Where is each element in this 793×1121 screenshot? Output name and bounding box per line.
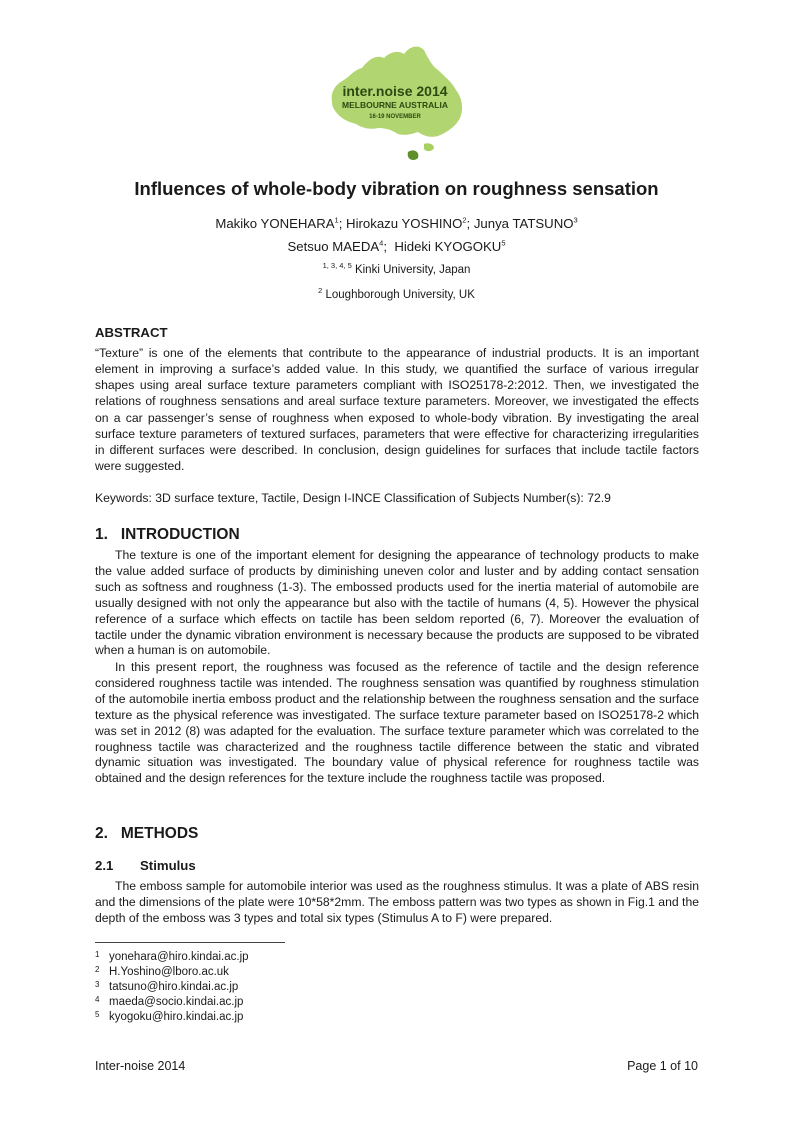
paper-title: Influences of whole-body vibration on roughness sensation — [134, 178, 659, 199]
footnote-divider — [95, 942, 285, 943]
author-sup: 2 — [462, 215, 467, 225]
authors-line-1 — [0, 216, 793, 231]
footnote — [95, 965, 229, 980]
author-name: Hideki KYOGOKU — [394, 239, 502, 254]
footnote-mark: 5 — [95, 1010, 100, 1019]
author-name: Hirokazu YOSHINO — [346, 216, 463, 231]
methods-paragraph-1: The emboss sample for automobile interior was used as the roughness stimulus. It was a plate of ABS resin and the dimensions of the plate were 10*58*2mm. The emboss pattern was two types as shown in Fig.1 and the depth of the emboss was 3 types and total six types (Stimulus A to F) were prepared. — [95, 879, 699, 925]
footnote — [95, 995, 243, 1010]
author-sep: ; — [466, 216, 474, 231]
conference-logo — [320, 40, 470, 164]
footnote-email: maeda@socio.kindai.ac.jp — [109, 996, 244, 1008]
intro-paragraph-1: The texture is one of the important element for designing the appearance of technology products to make the value added surface of products by diminishing uneven color and luster and by adding contact sensation such as softness and roughness (1-3). The embossed products used for the inertia material of automobile are usually designed with not only the appearance but also with the tactile of humans (4, 5). However the physical reference of a surface which effects on tactile has been seldom reported (6, 7). Moreover the evaluation of tactile under the dynamic vibration environment is necessary because the products are supposed to be vibrated when a human is on automobile. — [95, 548, 699, 658]
subsection-heading-stimulus — [95, 858, 196, 873]
author-sep: ; — [383, 239, 395, 254]
footnote-email: H.Yoshino@lboro.ac.uk — [109, 966, 229, 978]
author-sup: 5 — [501, 238, 506, 248]
logo-line3: 16-19 NOVEMBER — [369, 114, 421, 120]
footnote-mark: 3 — [95, 980, 100, 989]
affiliation-1 — [0, 261, 793, 276]
footnote-mark: 1 — [95, 950, 100, 959]
affiliation-text: Kinki University, Japan — [351, 264, 471, 276]
authors-line-2 — [0, 239, 793, 254]
affiliation-2 — [0, 286, 793, 301]
affiliation-sup: 1, 3, 4, 5 — [322, 261, 352, 271]
affiliation-sup: 2 — [318, 286, 323, 296]
australia-map-logo — [320, 40, 470, 164]
author-name: Makiko YONEHARA — [215, 216, 335, 231]
affiliation-text: Loughborough University, UK — [322, 289, 475, 301]
subsection-title: Stimulus — [140, 858, 196, 873]
section-heading-methods: 2. METHODS — [95, 825, 199, 842]
footnote-email: kyogoku@hiro.kindai.ac.jp — [109, 1011, 244, 1023]
logo-leaf-shape — [408, 150, 419, 160]
footer-conference: Inter-noise 2014 — [95, 1059, 186, 1073]
author-name: Setsuo MAEDA — [287, 239, 380, 254]
intro-paragraph-2: In this present report, the roughness was focused as the reference of tactile and the design reference considered roughness tactile was intended. The roughness sensation was quantified by roughness stimulation of the automobile inertia emboss product and the relationship between the roughness sensation and the surface texture as the physical reference was investigated. The surface texture parameter based on ISO25178-2 which was set in 2012 (8) was adapted for the evaluation. The surface texture parameter which was correlated to the roughness tactile was characterized and the roughness tactile difference between the static and vibrated dynamic situation was investigated. The boundary value of physical reference for roughness tactile was obtained and the design references for the texture include the roughness tactile was proposed. — [95, 660, 699, 786]
footnote-email: tatsuno@hiro.kindai.ac.jp — [109, 981, 239, 993]
author-sep: ; — [338, 216, 347, 231]
footnote-mark: 2 — [95, 965, 100, 974]
logo-tasmania-shape — [424, 143, 434, 151]
footnote — [95, 950, 249, 965]
footnote — [95, 980, 238, 995]
footer-page-number: Page 1 of 10 — [627, 1059, 698, 1073]
keywords: Keywords: 3D surface texture, Tactile, Design I-INCE Classification of Subjects Number(s): 72.9 — [95, 491, 611, 505]
author-name: Junya TATSUNO — [473, 216, 574, 231]
abstract-heading: ABSTRACT — [95, 325, 168, 340]
author-sup: 1 — [334, 215, 339, 225]
footnote — [95, 1010, 243, 1025]
author-sup: 4 — [379, 238, 384, 248]
logo-line1: inter.noise 2014 — [342, 83, 448, 99]
footnote-mark: 4 — [95, 995, 100, 1004]
subsection-number: 2.1 — [95, 858, 114, 873]
logo-line2: MELBOURNE AUSTRALIA — [342, 100, 448, 110]
footnote-email: yonehara@hiro.kindai.ac.jp — [109, 951, 249, 963]
abstract-text: “Texture” is one of the elements that contribute to the appearance of industrial products. It is an important element in improving a surface’s added value. In this study, we quantified the surface of various irregular shapes using areal surface texture parameters compliant with ISO25178-2:2012. Then, we investigated the relations of roughness sensations and areal surface texture parameters. Moreover, we investigated the effects on a car passenger’s sense of roughness when exposed to whole-body vibration. By investigating the areal surface texture parameters of textured surfaces, parameters that were effective for characterizing irregularities in different surfaces were described. In conclusion, design guidelines for surfaces that include tactile factors were suggested. — [95, 346, 699, 474]
author-sup: 3 — [573, 215, 578, 225]
section-heading-introduction: 1. INTRODUCTION — [95, 526, 240, 543]
